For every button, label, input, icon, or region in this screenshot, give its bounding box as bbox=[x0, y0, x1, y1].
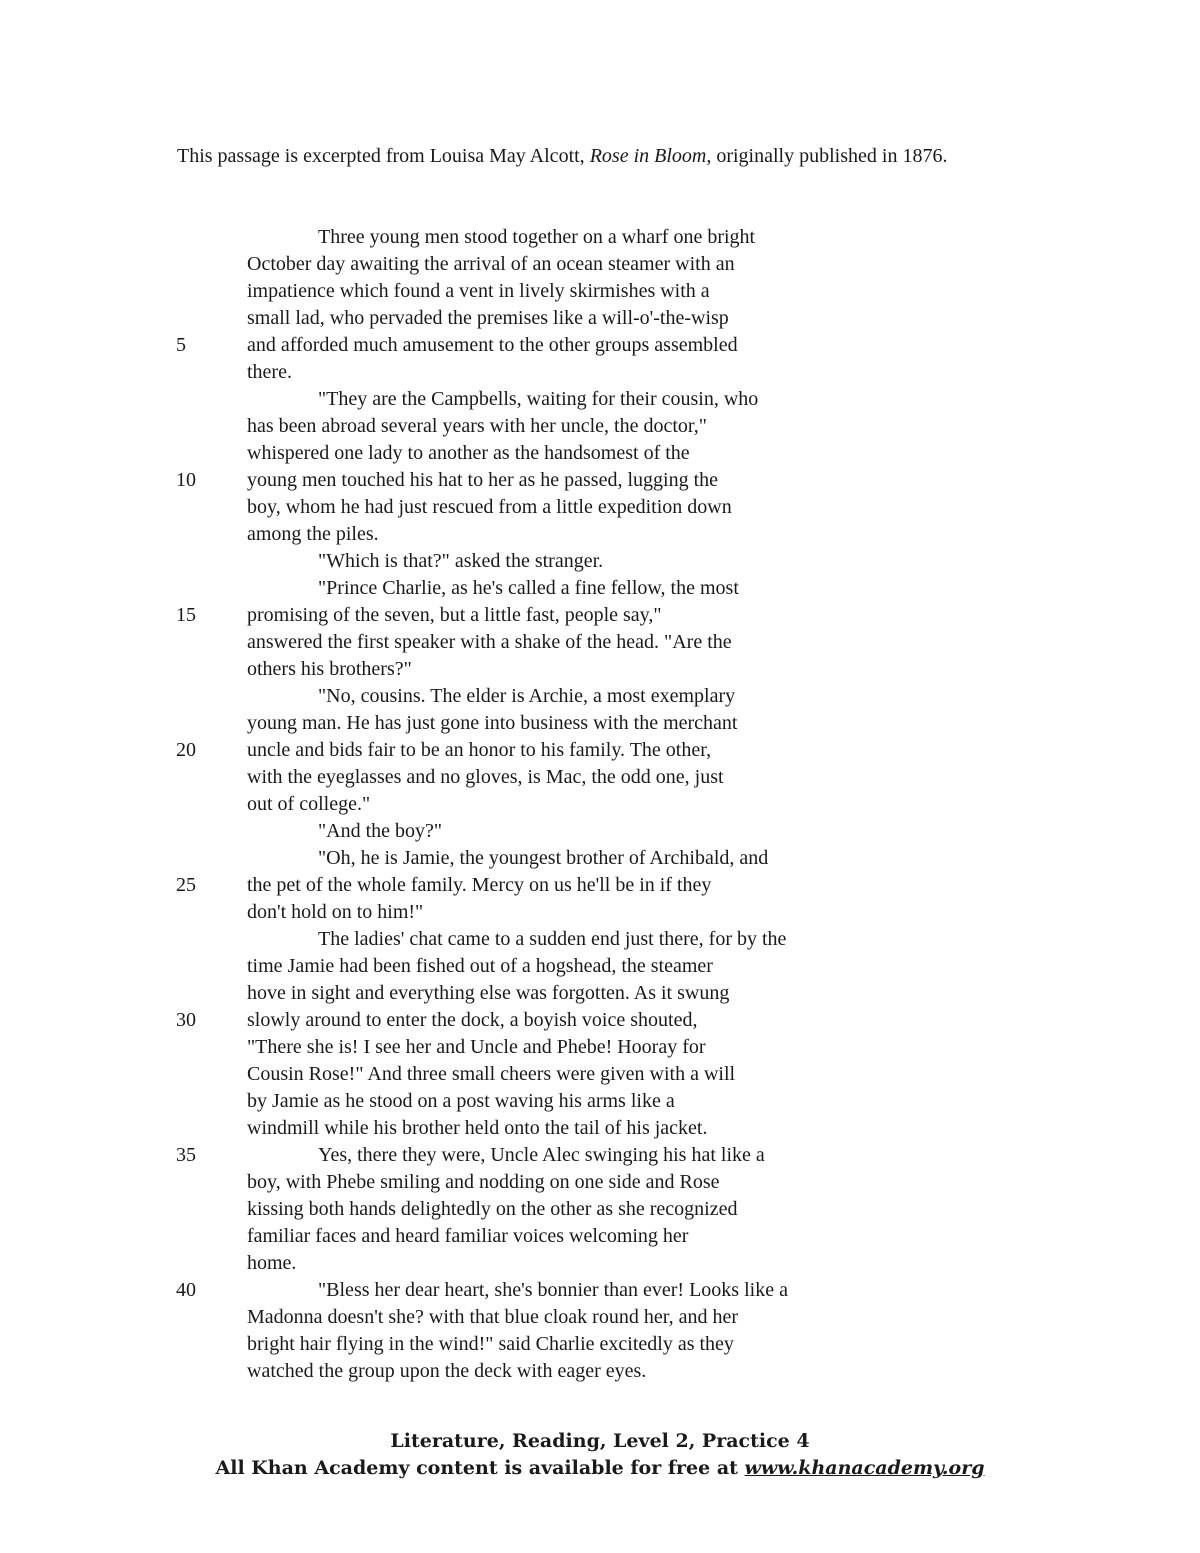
footer-availability-text: All Khan Academy content is available for free at bbox=[215, 1457, 745, 1479]
passage-line-text: others his brothers?" bbox=[247, 658, 412, 680]
passage-line-text: "And the boy?" bbox=[318, 820, 443, 842]
passage-line-text: and afforded much amusement to the other groups assembled bbox=[247, 334, 738, 356]
passage-line-text: by Jamie as he stood on a post waving his arms like a bbox=[247, 1090, 675, 1112]
passage-line bbox=[0, 764, 1200, 791]
passage-line-text: whispered one lady to another as the handsomest of the bbox=[247, 442, 690, 464]
passage-line-text: there. bbox=[247, 361, 292, 383]
passage-line bbox=[0, 629, 1200, 656]
passage-line-text: windmill while his brother held onto the tail of his jacket. bbox=[247, 1117, 708, 1139]
passage-line bbox=[0, 602, 1200, 629]
passage-line bbox=[0, 1250, 1200, 1277]
passage-line-text: promising of the seven, but a little fast, people say," bbox=[247, 604, 662, 626]
passage-line bbox=[0, 899, 1200, 926]
line-number: 20 bbox=[176, 739, 196, 761]
passage-line bbox=[0, 1196, 1200, 1223]
line-number: 5 bbox=[176, 334, 186, 356]
passage-line bbox=[0, 332, 1200, 359]
intro-text-after-title: , originally published in 1876. bbox=[706, 145, 948, 167]
passage-line-text: uncle and bids fair to be an honor to his family. The other, bbox=[247, 739, 712, 761]
passage-line-text: boy, whom he had just rescued from a little expedition down bbox=[247, 496, 732, 518]
footer bbox=[0, 1428, 1200, 1482]
passage-line-text: Madonna doesn't she? with that blue cloak round her, and her bbox=[247, 1306, 738, 1328]
passage-line bbox=[0, 1142, 1200, 1169]
passage-line-text: "Which is that?" asked the stranger. bbox=[318, 550, 604, 572]
line-number: 10 bbox=[176, 469, 196, 491]
passage-line-text: "Oh, he is Jamie, the youngest brother of Archibald, and bbox=[318, 847, 769, 869]
passage-line bbox=[0, 1331, 1200, 1358]
passage-line-text: out of college." bbox=[247, 793, 371, 815]
passage-line bbox=[0, 440, 1200, 467]
line-number: 25 bbox=[176, 874, 196, 896]
passage-line bbox=[0, 1115, 1200, 1142]
passage-line bbox=[0, 1304, 1200, 1331]
passage-line-text: slowly around to enter the dock, a boyish voice shouted, bbox=[247, 1009, 698, 1031]
passage-line bbox=[0, 845, 1200, 872]
passage-line bbox=[0, 521, 1200, 548]
passage-line-text: familiar faces and heard familiar voices welcoming her bbox=[247, 1225, 689, 1247]
passage-line-text: "Prince Charlie, as he's called a fine fellow, the most bbox=[318, 577, 739, 599]
passage-line-text: the pet of the whole family. Mercy on us he'll be in if they bbox=[247, 874, 712, 896]
passage-line bbox=[0, 359, 1200, 386]
passage-line-text: The ladies' chat came to a sudden end just there, for by the bbox=[318, 928, 787, 950]
passage-line-text: home. bbox=[247, 1252, 297, 1274]
passage-line-text: "There she is! I see her and Uncle and Phebe! Hooray for bbox=[247, 1036, 706, 1058]
passage-line bbox=[0, 1007, 1200, 1034]
passage-line bbox=[0, 683, 1200, 710]
passage-line bbox=[0, 737, 1200, 764]
passage-line-text: don't hold on to him!" bbox=[247, 901, 424, 923]
passage-line-text: "They are the Campbells, waiting for their cousin, who bbox=[318, 388, 759, 410]
passage-line-text: Cousin Rose!" And three small cheers were given with a will bbox=[247, 1063, 736, 1085]
line-number: 15 bbox=[176, 604, 196, 626]
passage-line bbox=[0, 818, 1200, 845]
passage-line bbox=[0, 467, 1200, 494]
intro-text-before-title: This passage is excerpted from Louisa May Alcott, bbox=[177, 145, 590, 167]
passage-line bbox=[0, 413, 1200, 440]
passage-line bbox=[0, 1223, 1200, 1250]
passage-line bbox=[0, 872, 1200, 899]
passage-line-text: "Bless her dear heart, she's bonnier than ever! Looks like a bbox=[318, 1279, 788, 1301]
passage-line bbox=[0, 224, 1200, 251]
passage-line-text: Three young men stood together on a wharf one bright bbox=[318, 226, 756, 248]
passage-line bbox=[0, 305, 1200, 332]
passage-line-text: answered the first speaker with a shake of the head. "Are the bbox=[247, 631, 732, 653]
passage-line bbox=[0, 710, 1200, 737]
passage-line-text: has been abroad several years with her uncle, the doctor," bbox=[247, 415, 707, 437]
passage-line-text: Yes, there they were, Uncle Alec swinging his hat like a bbox=[318, 1144, 765, 1166]
passage-line-text: time Jamie had been fished out of a hogshead, the steamer bbox=[247, 955, 713, 977]
passage-line-text: bright hair flying in the wind!" said Charlie excitedly as they bbox=[247, 1333, 734, 1355]
passage-line-text: small lad, who pervaded the premises like a will-o'-the-wisp bbox=[247, 307, 729, 329]
passage-line bbox=[0, 791, 1200, 818]
footer-course-label: Literature, Reading, Level 2, Practice 4 bbox=[390, 1430, 810, 1452]
passage-line-text: kissing both hands delightedly on the other as she recognized bbox=[247, 1198, 738, 1220]
passage-intro bbox=[177, 143, 1017, 170]
line-number: 30 bbox=[176, 1009, 196, 1031]
passage-line bbox=[0, 926, 1200, 953]
passage-line bbox=[0, 278, 1200, 305]
passage-line-text: young men touched his hat to her as he passed, lugging the bbox=[247, 469, 719, 491]
passage-line bbox=[0, 1061, 1200, 1088]
footer-availability bbox=[0, 1455, 1200, 1482]
passage-line bbox=[0, 656, 1200, 683]
passage-line bbox=[0, 494, 1200, 521]
passage-line bbox=[0, 980, 1200, 1007]
passage-line bbox=[0, 953, 1200, 980]
passage-line bbox=[0, 1169, 1200, 1196]
passage-line bbox=[0, 1034, 1200, 1061]
passage-body bbox=[0, 224, 1200, 1385]
line-number: 40 bbox=[176, 1279, 196, 1301]
passage-line bbox=[0, 575, 1200, 602]
passage-line-text: "No, cousins. The elder is Archie, a most exemplary bbox=[318, 685, 736, 707]
passage-line-text: watched the group upon the deck with eager eyes. bbox=[247, 1360, 647, 1382]
passage-line-text: impatience which found a vent in lively skirmishes with a bbox=[247, 280, 710, 302]
khan-academy-link[interactable]: www.khanacademy.org bbox=[744, 1457, 985, 1479]
passage-line bbox=[0, 386, 1200, 413]
passage-line-text: boy, with Phebe smiling and nodding on one side and Rose bbox=[247, 1171, 720, 1193]
passage-line-text: with the eyeglasses and no gloves, is Mac, the odd one, just bbox=[247, 766, 724, 788]
book-title: Rose in Bloom bbox=[589, 145, 707, 167]
line-number: 35 bbox=[176, 1144, 196, 1166]
passage-line bbox=[0, 251, 1200, 278]
passage-line bbox=[0, 1358, 1200, 1385]
passage-line bbox=[0, 1088, 1200, 1115]
passage-line-text: young man. He has just gone into business with the merchant bbox=[247, 712, 738, 734]
passage-line-text: hove in sight and everything else was forgotten. As it swung bbox=[247, 982, 730, 1004]
passage-line-text: October day awaiting the arrival of an ocean steamer with an bbox=[247, 253, 735, 275]
passage-line bbox=[0, 548, 1200, 575]
passage-line bbox=[0, 1277, 1200, 1304]
passage-line-text: among the piles. bbox=[247, 523, 379, 545]
